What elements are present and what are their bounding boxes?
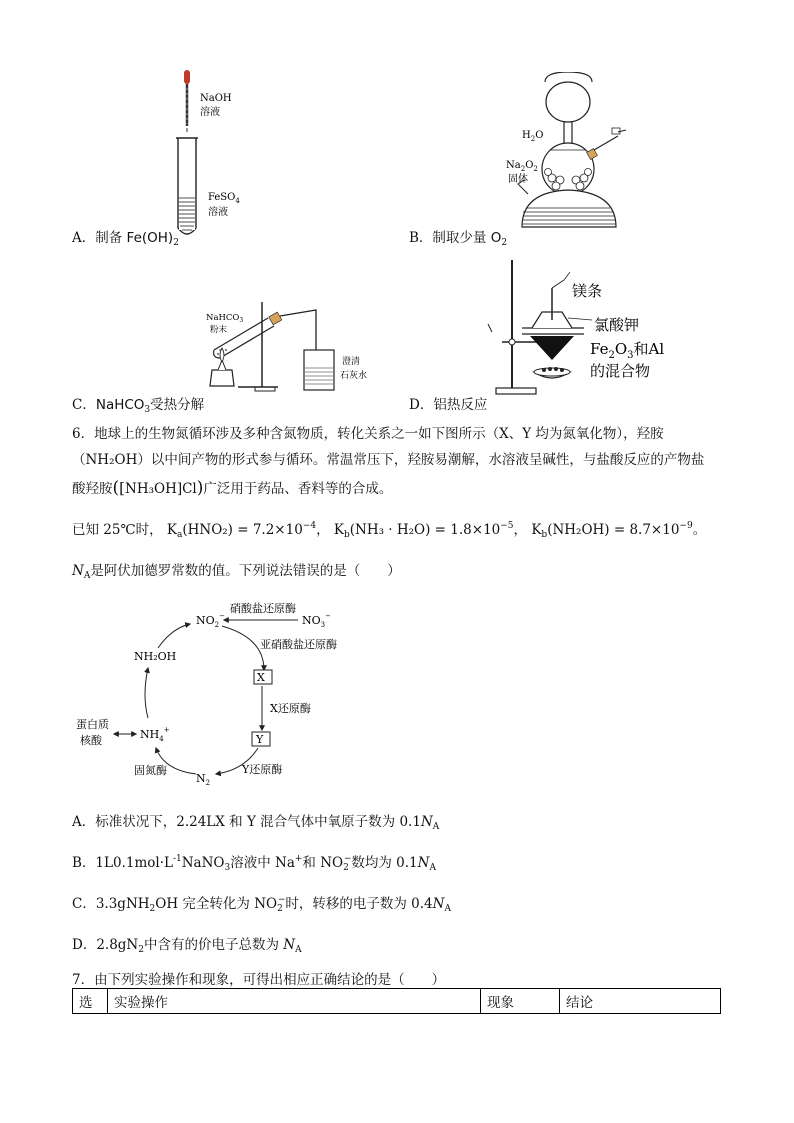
nucleic-acid-label: 核酸 [80, 734, 102, 747]
q6-stem-line-2: （NH₂OH）以中间产物的形式参与循环。常温常压下，羟胺易潮解，水溶液呈碱性，与盐酸反应的产物盐 [72, 452, 705, 468]
kclo3-label: 氯酸钾 [594, 316, 640, 334]
naoh-solution-label: 溶液 [200, 107, 220, 118]
bottom-bulb [522, 190, 616, 227]
dropper-test-tube-diagram [150, 68, 260, 243]
q6-constants: 已知 25℃时， $K_a(HNO_2) = 7.2\times 10^{-4}$， $K_b(NH_3 \cdot H_2O) = 1.8\times 10^{-5}$， $K_b(NH_2OH) = 8.7\times 10^{-9}$。 [72, 521, 707, 540]
thermite-diagram [484, 258, 694, 398]
arrow-nh2oh-to-no2 [158, 624, 190, 648]
q6-stem-line-1: 6．地球上的生物氮循环涉及多种含氮物质，转化关系之一如下图所示（X、Y 均为氮氧化物），羟胺 [72, 426, 664, 442]
h2o-label: $H_2O$ [522, 130, 544, 143]
q6-option-c: C．3.3gNH$_2$OH 完全转化为 $NO_2^-$时，转移的电子数为 $0.4N_A$ [72, 895, 451, 914]
feso4-solution-label: 溶液 [208, 207, 228, 218]
table-header-cell: 现象 [481, 989, 560, 1014]
no3-label: $NO_3^-$ [302, 612, 331, 629]
powder-label: 粉末 [210, 325, 228, 335]
protein-label: 蛋白质 [76, 718, 109, 731]
q5-option-b: B．制取少量 $O_2$ [409, 230, 508, 248]
q5-option-c: C．NaHCO$_3$受热分解 [72, 397, 205, 415]
kipp-generator-diagram [500, 72, 640, 232]
nitrite-reductase-label: 亚硝酸盐还原酶 [260, 638, 337, 651]
q6-option-a: A．标准状况下，2.24LX 和 Y 混合气体中氧原子数为 $0.1N_A$ [72, 814, 440, 832]
q7-table [72, 988, 721, 1014]
figure-d-thermite [484, 258, 694, 398]
figure-b-o2 [500, 72, 640, 232]
solid-label: 固体 [508, 174, 528, 185]
mixture-label-1: $Fe_2O_3$和Al [590, 340, 665, 361]
alcohol-lamp [210, 370, 234, 386]
q6-option-d: D．$2.8gN_2$中含有的价电子总数为 $N_A$ [72, 937, 302, 955]
q6-option-b: B．$1L0.1mol\cdot L^{-1}NaNO_3$溶液中 Na+和 $NO_2^-$数均为 $0.1N_A$ [72, 854, 436, 873]
na2o2-label: $Na_2O_2$ [506, 160, 538, 173]
feso4-label: FeSO$_4$ [208, 192, 240, 205]
q6-stem-line-5: $N_A$是阿伏加德罗常数的值。下列说法错误的是（ ） [72, 563, 401, 581]
q7-stem: 7．由下列实验操作和现象，可得出相应正确结论的是（ ） [72, 972, 446, 988]
q6-stem-line-3: 酸羟胺([NH₃OH]Cl)广泛用于药品、香料等的合成。 [72, 478, 393, 498]
y-label: Y [256, 733, 264, 746]
arrow-nh4-to-nh2oh [145, 668, 148, 718]
nitrate-reductase-label: 硝酸盐还原酶 [230, 602, 296, 615]
funnel-paper [530, 336, 574, 360]
q5-option-a: A．制备 $Fe(OH)_2$ [72, 230, 179, 248]
mixture-label-2: 的混合物 [590, 362, 651, 380]
heating-apparatus-diagram [200, 300, 380, 395]
nitrogen-cycle-diagram [72, 598, 352, 788]
nh4-label: $NH_4^+$ [140, 726, 170, 743]
nitrogenase-label: 固氮酶 [134, 764, 167, 777]
limewater-label-1: 澄清 [342, 357, 361, 367]
table-header-cell: 选 [73, 989, 108, 1014]
table-header-row [73, 989, 721, 1014]
dropper-bulb [184, 70, 190, 84]
limewater-label-2: 石灰水 [340, 371, 368, 381]
q5-option-d: D．铝热反应 [409, 397, 488, 413]
y-reductase-label: Y还原酶 [242, 763, 283, 776]
top-funnel-bulb [546, 82, 590, 122]
n2-label: $N_2$ [196, 772, 211, 787]
table-header-cell: 实验操作 [108, 989, 481, 1014]
no2-label: $NO_2^-$ [196, 612, 225, 629]
x-reductase-label: X还原酶 [270, 702, 311, 715]
figure-a-fe-oh2 [150, 68, 260, 243]
figure-c-nahco3 [200, 300, 380, 395]
table-header-cell: 结论 [560, 989, 721, 1014]
nh2oh-label: NH₂OH [134, 650, 177, 663]
nahco3-label: NaHCO$_3$ [206, 313, 244, 324]
naoh-label: NaOH [200, 93, 232, 104]
x-label: X [257, 671, 265, 684]
hydroxylamine-hydrochloride-formula: NH₃OH]Cl [125, 481, 197, 497]
mg-label: 镁条 [572, 282, 603, 300]
arrow-no2-to-x [222, 626, 264, 670]
